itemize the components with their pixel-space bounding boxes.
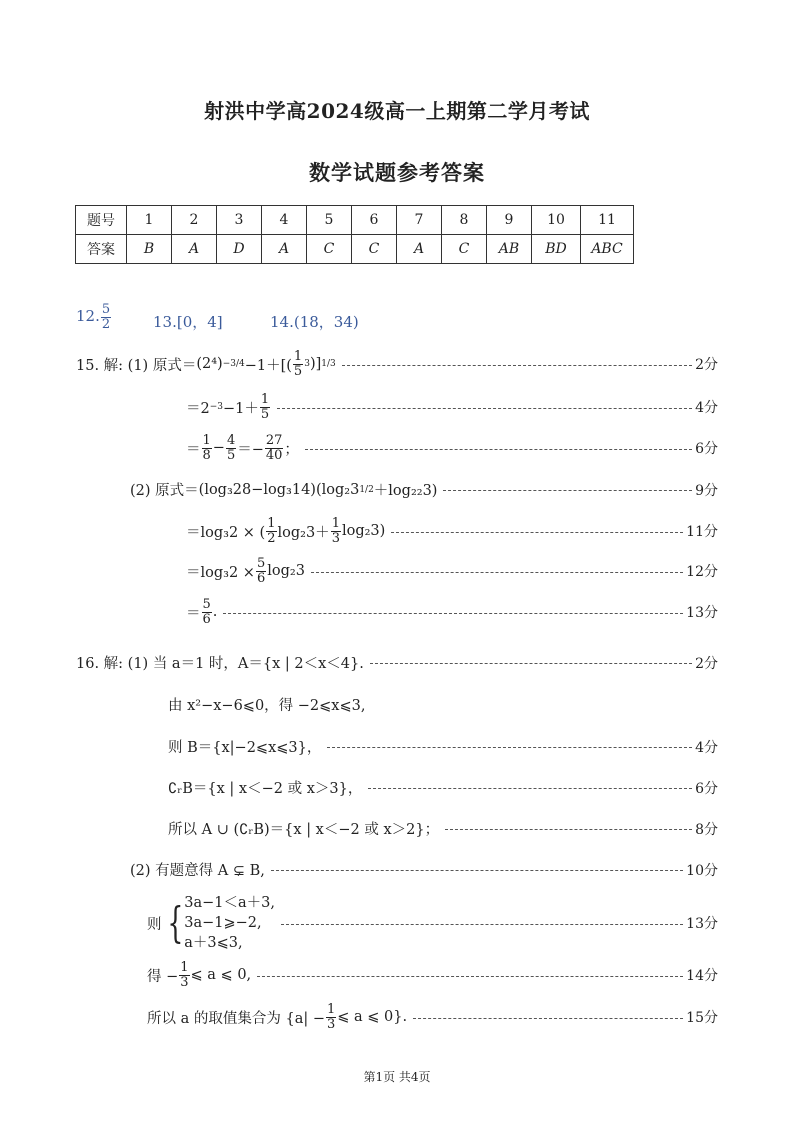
math-text: (log₃28−log₃14) xyxy=(198,481,316,498)
math-text: 则 B＝{x|−2⩽x⩽3}， xyxy=(168,740,322,756)
inequality-system xyxy=(184,893,275,953)
table-cell: 4 xyxy=(262,206,307,235)
dashed-leader xyxy=(327,747,692,748)
table-cell: A xyxy=(172,235,217,264)
q15-line-4 xyxy=(130,479,718,500)
dashed-leader xyxy=(368,788,692,789)
score-label: 9分 xyxy=(695,482,718,499)
math-text: ＝ xyxy=(186,605,201,622)
dashed-leader xyxy=(257,976,683,977)
q15-line-5 xyxy=(186,517,718,545)
table-cell: ABC xyxy=(581,235,634,264)
q16-line-5 xyxy=(168,818,718,839)
math-text: 则 xyxy=(147,916,162,933)
dashed-leader xyxy=(277,408,692,409)
row-label-answer: 答案 xyxy=(76,235,127,264)
q15-part2-label: (2) 原式＝ xyxy=(130,483,199,499)
math-text: 得 − xyxy=(147,968,179,985)
math-text: (2) 有题意得 A ⊊ B, xyxy=(130,863,265,879)
q15-line-7 xyxy=(186,598,718,626)
table-cell: C xyxy=(442,235,487,264)
table-cell: 5 xyxy=(307,206,352,235)
dashed-leader xyxy=(281,924,683,925)
page-footer: 第1页 共4页 xyxy=(363,1070,431,1084)
dashed-leader xyxy=(311,572,683,573)
fraction-denominator: 5 xyxy=(260,406,270,422)
fraction-numerator: 27 xyxy=(265,433,283,448)
answer-table xyxy=(75,205,634,264)
math-text: log₂3＋ xyxy=(277,524,330,541)
fraction-denominator: 5 xyxy=(226,447,236,463)
score-label: 15分 xyxy=(686,1010,718,1027)
fraction-denominator: 40 xyxy=(265,447,283,463)
table-cell: D xyxy=(217,235,262,264)
fraction-numerator: 4 xyxy=(226,433,236,448)
dashed-leader xyxy=(223,613,683,614)
math-text: ∁ᵣB＝{x | x＜−2 或 x＞3}， xyxy=(168,781,363,797)
answer-q13: 13.[0，4] xyxy=(153,313,223,331)
q16-line-1 xyxy=(76,652,718,673)
math-text: 由 x²−x−6⩽0，得 −2⩽x⩽3, xyxy=(168,698,366,714)
fraction-numerator: 5 xyxy=(101,302,111,317)
exam-title: 射洪中学高2024级高一上期第二学月考试 xyxy=(204,99,590,123)
math-fraction xyxy=(179,961,189,989)
math-text: −1＋ xyxy=(223,400,259,417)
math-text: (1) 当 a＝1 时，A＝{x | 2＜x＜4}. xyxy=(127,656,364,672)
fraction-numerator: 1 xyxy=(180,960,189,975)
fraction-denominator: 5 xyxy=(293,363,303,379)
left-brace: { xyxy=(166,898,183,947)
row-label-number: 题号 xyxy=(76,206,127,235)
answer-key-title: 数学试题参考答案 xyxy=(309,160,485,185)
math-fraction xyxy=(260,393,270,421)
q15-label: 15. 解: xyxy=(76,357,124,374)
table-cell: 11 xyxy=(581,206,634,235)
dashed-leader xyxy=(413,1018,683,1019)
dashed-leader xyxy=(445,829,692,830)
math-fraction xyxy=(326,1003,336,1031)
math-text: ⩽ a ⩽ 0, xyxy=(190,967,252,984)
q12-fraction xyxy=(101,303,111,331)
math-text: ＝2 xyxy=(186,400,210,417)
math-exponent: −3 xyxy=(209,402,224,413)
math-fraction xyxy=(226,434,236,462)
table-cell: 6 xyxy=(352,206,397,235)
table-cell: B xyxy=(127,235,172,264)
math-text: ； xyxy=(284,441,299,458)
table-cell: BD xyxy=(532,235,581,264)
fraction-numerator: 1 xyxy=(293,349,303,364)
math-fraction xyxy=(256,557,266,585)
math-text: 所以 A ∪ (∁ᵣB)＝{x | x＜−2 或 x＞2}； xyxy=(168,822,440,838)
table-cell: A xyxy=(262,235,307,264)
fraction-denominator: 2 xyxy=(101,316,111,332)
math-text: ＝log₃2 × ( xyxy=(186,524,266,541)
fraction-numerator: 1 xyxy=(202,433,211,448)
math-text: (2⁴) xyxy=(196,356,223,373)
math-text: log₂3) xyxy=(341,523,386,540)
score-label: 8分 xyxy=(695,821,718,838)
score-label: 2分 xyxy=(695,655,718,672)
dashed-leader xyxy=(305,449,692,450)
table-row-answers xyxy=(76,235,634,264)
fraction-numerator: 1 xyxy=(331,516,340,531)
q15-line-1 xyxy=(76,350,718,378)
fraction-denominator: 2 xyxy=(267,530,276,546)
q16-line-8 xyxy=(147,961,718,989)
answer-q14: 14.(18，34) xyxy=(270,313,359,331)
system-row: a＋3⩽3, xyxy=(184,935,243,951)
table-cell: 1 xyxy=(127,206,172,235)
table-cell: 2 xyxy=(172,206,217,235)
math-exponent: 3 xyxy=(304,359,310,370)
table-row-numbers xyxy=(76,206,634,235)
q12-label: 12. xyxy=(76,307,100,326)
q16-label: 16. 解: xyxy=(76,656,124,672)
fraction-denominator: 6 xyxy=(256,570,266,586)
math-fraction xyxy=(266,517,276,545)
table-cell: 10 xyxy=(532,206,581,235)
q16-line-7 xyxy=(147,893,718,953)
fraction-denominator: 3 xyxy=(331,530,340,546)
math-text: log₂3 xyxy=(267,563,305,580)
math-exponent: 1/2 xyxy=(359,484,374,495)
math-text: ＝− xyxy=(237,441,264,458)
fraction-numerator: 1 xyxy=(267,516,276,531)
dashed-leader xyxy=(370,663,692,664)
table-cell: A xyxy=(397,235,442,264)
score-label: 4分 xyxy=(695,739,718,756)
score-label: 13分 xyxy=(686,916,718,932)
table-cell: 8 xyxy=(442,206,487,235)
math-text: . xyxy=(212,604,218,621)
fraction-numerator: 1 xyxy=(327,1002,336,1017)
math-text: ⩽ a ⩽ 0}. xyxy=(337,1009,408,1026)
math-text: ＝log₃2 × xyxy=(186,564,255,581)
math-text: (log₂3 xyxy=(315,481,360,498)
math-text: −1＋[( xyxy=(244,357,292,374)
score-label: 12分 xyxy=(686,564,718,581)
math-fraction xyxy=(331,517,341,545)
fraction-numerator: 1 xyxy=(260,392,270,407)
q15-part1-label: (1) 原式＝ xyxy=(127,357,197,374)
math-text: − xyxy=(212,440,225,457)
q16-line-6 xyxy=(130,859,718,880)
dashed-leader xyxy=(342,365,692,366)
math-fraction xyxy=(202,598,212,626)
math-fraction xyxy=(202,434,212,462)
math-text: ＋log₂₂3) xyxy=(373,483,438,499)
dashed-leader xyxy=(443,490,692,491)
dashed-leader xyxy=(391,532,683,533)
table-cell: C xyxy=(352,235,397,264)
fraction-denominator: 3 xyxy=(180,974,189,990)
math-exponent: −3/4 xyxy=(222,359,245,370)
fraction-denominator: 6 xyxy=(202,611,211,627)
fraction-numerator: 5 xyxy=(202,597,211,612)
table-cell: 3 xyxy=(217,206,262,235)
dashed-leader xyxy=(271,870,683,871)
system-row: 3a−1＜a＋3, xyxy=(184,895,275,911)
score-label: 14分 xyxy=(686,968,718,985)
score-label: 2分 xyxy=(695,357,718,374)
q16-line-9 xyxy=(147,1003,718,1031)
q15-line-2 xyxy=(186,393,718,421)
q15-line-3 xyxy=(186,434,718,462)
q16-line-4 xyxy=(168,777,718,798)
score-label: 13分 xyxy=(686,605,718,622)
system-row: 3a−1⩾−2, xyxy=(184,915,262,931)
table-cell: 7 xyxy=(397,206,442,235)
math-text: 所以 a 的取值集合为 {a| − xyxy=(147,1010,325,1027)
fraction-denominator: 8 xyxy=(202,447,211,463)
score-label: 11分 xyxy=(686,524,718,541)
table-cell: AB xyxy=(487,235,532,264)
table-cell: C xyxy=(307,235,352,264)
math-text: ＝ xyxy=(186,441,201,458)
math-fraction xyxy=(293,350,303,378)
math-fraction xyxy=(265,434,284,462)
score-label: 6分 xyxy=(695,780,718,797)
q16-line-3 xyxy=(168,736,718,757)
score-label: 10分 xyxy=(686,862,718,879)
q15-line-6 xyxy=(186,557,718,585)
score-label: 6分 xyxy=(695,441,718,458)
table-cell: 9 xyxy=(487,206,532,235)
q16-line-2 xyxy=(168,694,365,715)
fraction-denominator: 3 xyxy=(327,1016,336,1032)
fraction-numerator: 5 xyxy=(256,556,266,571)
math-exponent: 1/3 xyxy=(321,359,336,370)
math-text: )] xyxy=(309,356,322,373)
score-label: 4分 xyxy=(695,400,718,417)
answer-q12 xyxy=(76,303,112,331)
